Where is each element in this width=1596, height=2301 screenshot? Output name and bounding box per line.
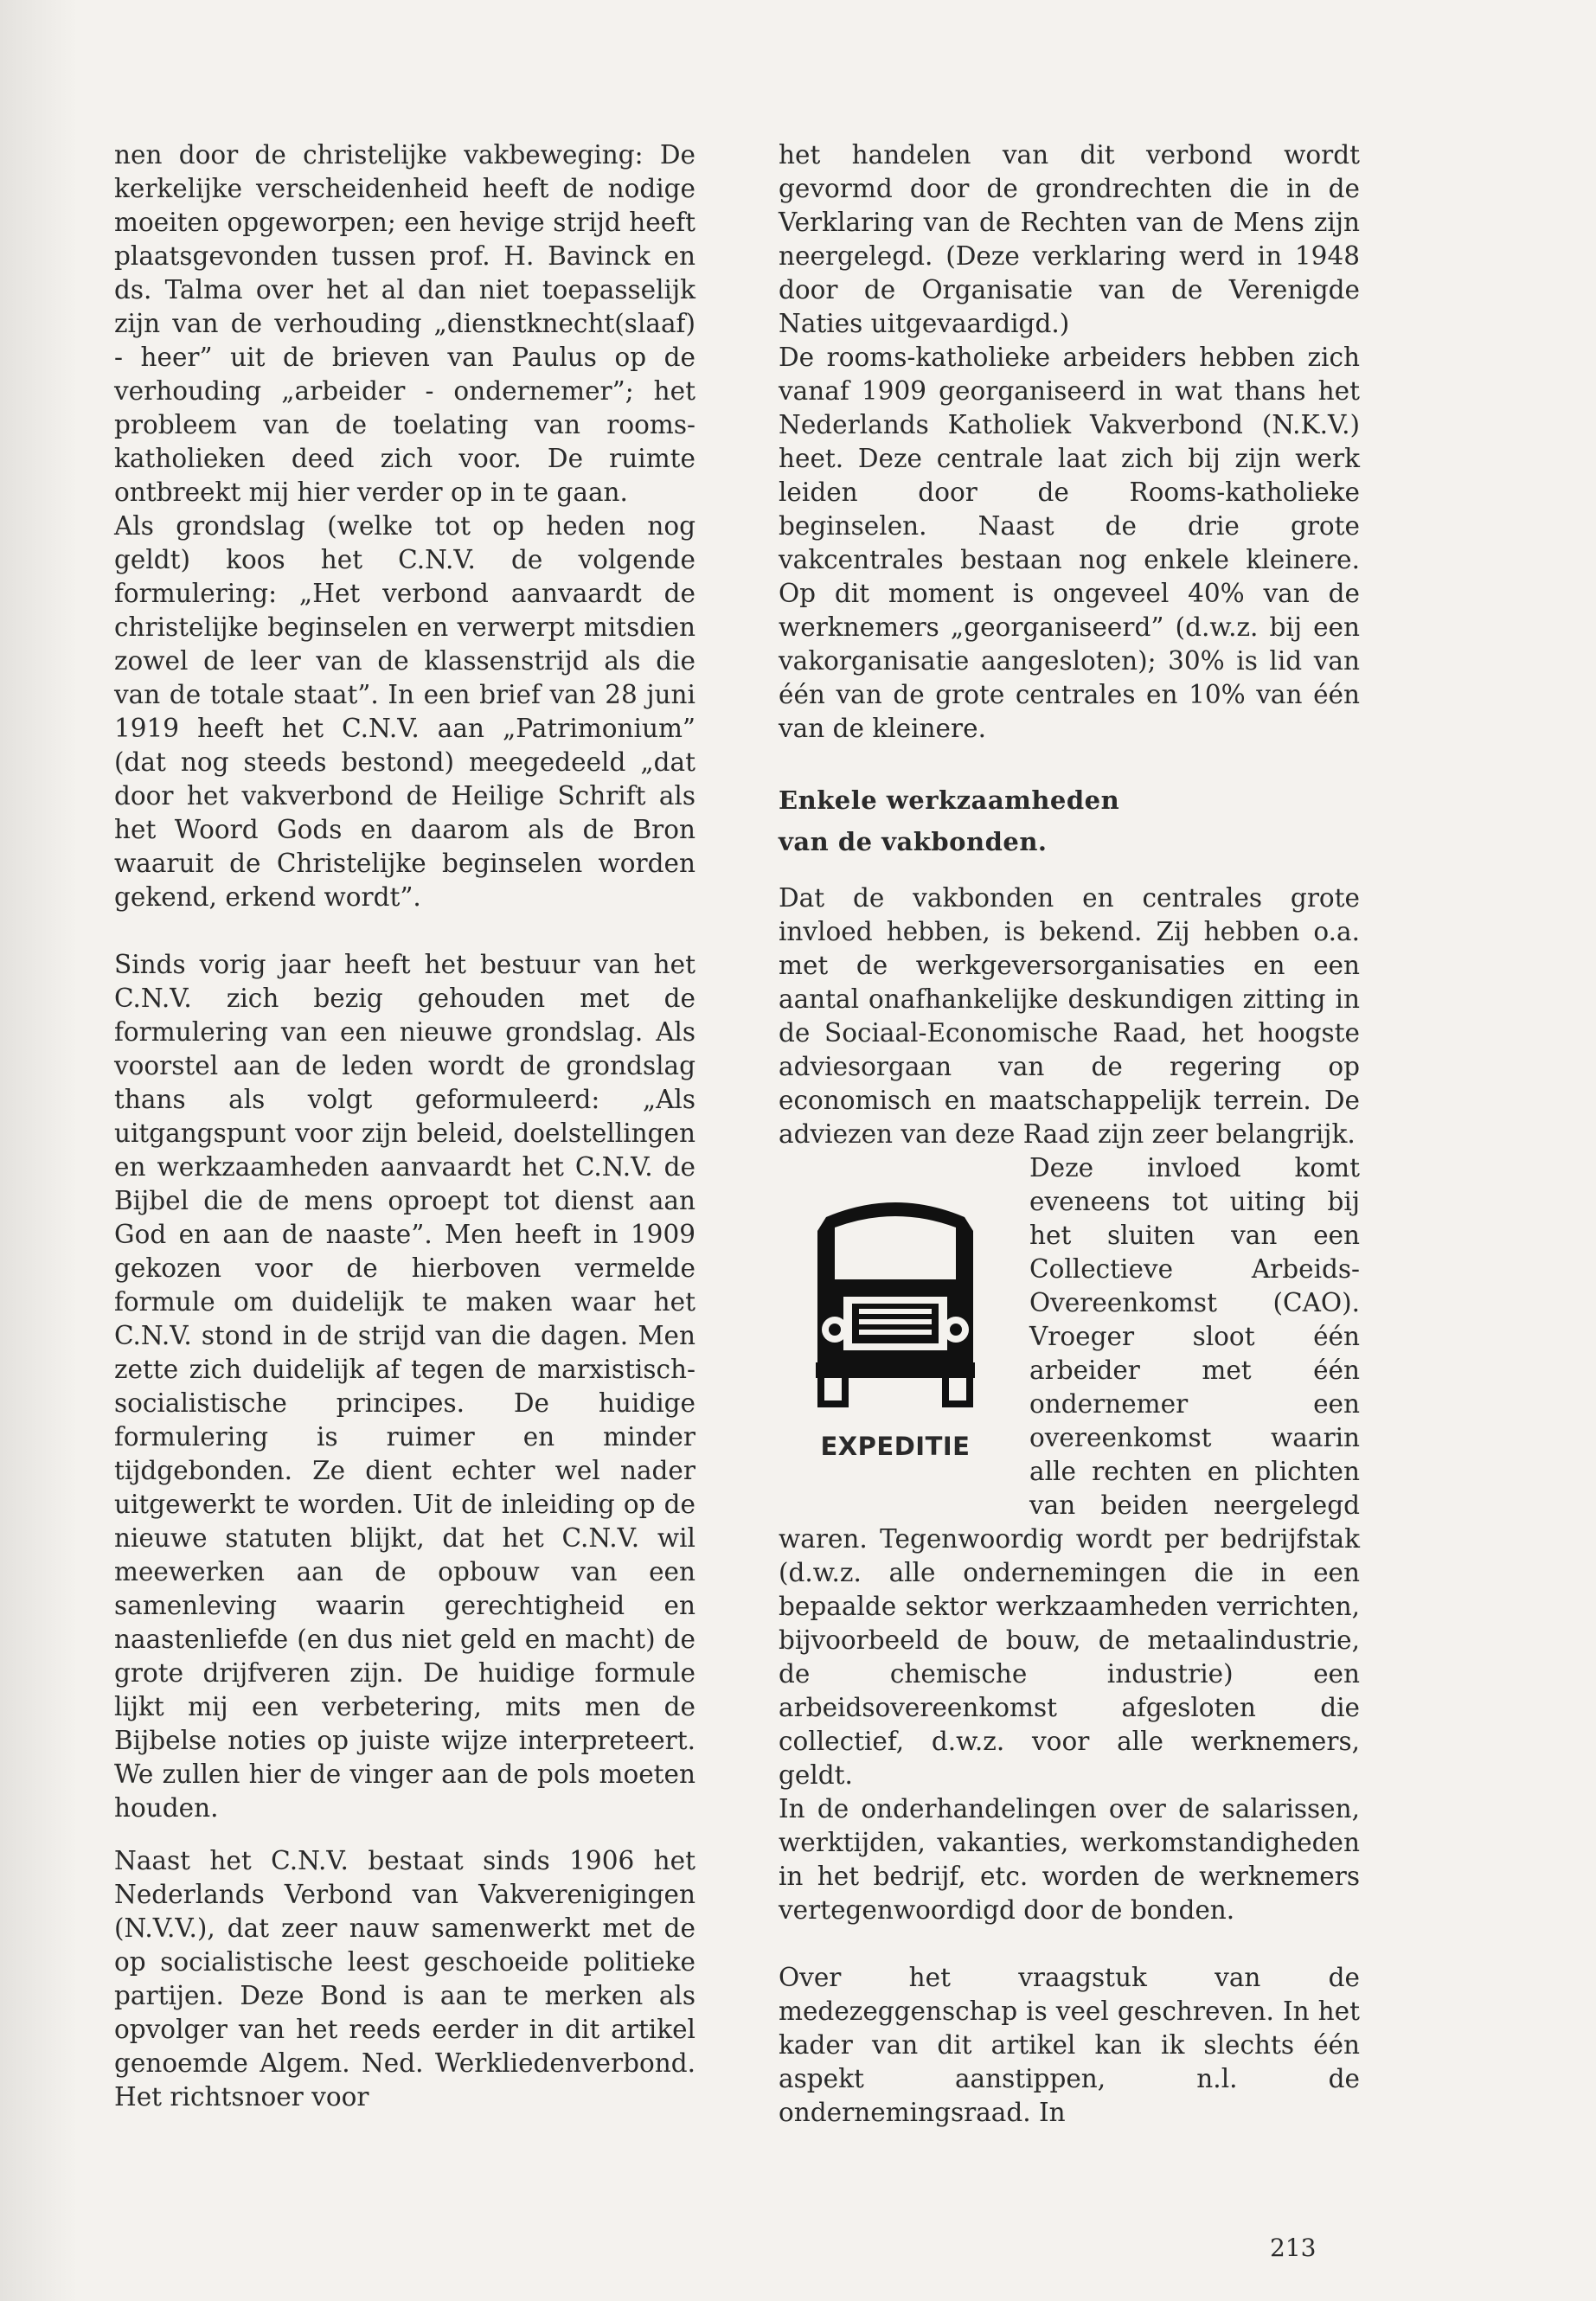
section-heading-line-1: Enkele werkzaamheden bbox=[779, 785, 1120, 815]
left-paragraph-1: nen door de christelijke vakbeweging: De kerkelijke verscheidenheid heeft de nodige moeiten opgeworpen; een hevige strijd heeft plaatsgevonden tussen prof. H. Bavinck en ds. Talma over het al dan niet toepasselijk zijn van de verhouding „dienstknecht(slaaf) - heer” uit de brieven van Paulus op de verhouding „arbeider - ondernemer”; het probleem van de toelating van rooms-katholieken deed zich voor. De ruimte ontbreekt mij hier verder op in te gaan. bbox=[114, 140, 695, 507]
right-paragraph-2: De rooms-katholieke arbeiders hebben zich vanaf 1909 georganiseerd in wat thans het Nederlands Katholiek Vakverbond (N.K.V.) heet. Deze centrale laat zich bij zijn werk leiden door de Rooms-katholieke beginselen. Naast de drie grote vakcentrales bestaan nog enkele kleinere. Op dit moment is ongeveel 40% van de werknemers „georganiseerd” (d.w.z. bij een vakorganisatie aangesloten); 30% is lid van één van de grote centrales en 10% van één van de kleinere. bbox=[779, 343, 1360, 743]
paragraph-with-illustration bbox=[779, 1151, 1360, 1792]
right-paragraph-6: Over het vraagstuk van de medezeggenschap is veel geschreven. In het kader van dit artikel kan ik slechts één aspekt aanstippen, n.l. de ondernemingsraad. In bbox=[779, 1963, 1360, 2127]
illustration-caption: EXPEDITIE bbox=[820, 1432, 971, 1461]
right-paragraph-1: het handelen van dit verbond wordt gevormd door de grondrechten die in de Verklaring van de Rechten van de Mens zijn neergelegd. (Deze verklaring werd in 1948 door de Organisatie van de Verenigde Naties uitgevaardigd.) bbox=[779, 140, 1360, 338]
right-column bbox=[779, 138, 1360, 2130]
section-heading bbox=[779, 779, 1360, 862]
page-number: 213 bbox=[1270, 2234, 1317, 2262]
page-edge-shadow bbox=[0, 0, 78, 2301]
left-paragraph-2: Als grondslag (welke tot op heden nog geldt) koos het C.N.V. de volgende formulering: „Het verbond aanvaardt de christelijke beginselen en verwerpt mitsdien zowel de leer van de klassenstrijd als die van de totale staat”. In een brief van 28 juni 1919 heeft het C.N.V. aan „Patrimonium” (dat nog steeds bestond) meegedeeld „dat door het vakverbond de Heilige Schrift als het Woord Gods en daarom als de Bron waaruit de Christelijke beginselen worden gekend, erkend wordt”. bbox=[114, 511, 695, 912]
truck-front-icon bbox=[809, 1193, 982, 1411]
right-paragraph-4: Deze invloed komt eveneens tot uiting bij het sluiten van een Collectieve Arbeids-Overeenkomst (CAO). Vroeger sloot één arbeider met één ondernemer een overeenkomst waarin alle rechten en plichten van beiden neergelegd waren. Tegenwoordig wordt per bedrijfstak (d.w.z. alle ondernemingen die in een bepaalde sektor werkzaamheden verrichten, bijvoorbeeld de bouw, de metaalindustrie, de chemische industrie) een arbeidsovereenkomst afgesloten die collectief, d.w.z. voor alle werknemers, geldt. bbox=[779, 1153, 1360, 1790]
left-paragraph-4: Naast het C.N.V. bestaat sinds 1906 het Nederlands Verbond van Vakverenigingen (N.V.V.), dat zeer nauw samenwerkt met de op socialistische leest geschoeide politieke partijen. Deze Bond is aan te merken als opvolger van het reeds eerder in dit artikel genoemde Algem. Ned. Werkliedenverbond. Het richtsnoer voor bbox=[114, 1846, 695, 2112]
right-paragraph-5: In de onderhandelingen over de salarissen, werktijden, vakanties, werkomstandigheden in het bedrijf, etc. worden de werknemers vertegenwoordigd door de bonden. bbox=[779, 1794, 1360, 1925]
left-column bbox=[114, 138, 695, 2114]
left-paragraph-3: Sinds vorig jaar heeft het bestuur van het C.N.V. zich bezig gehouden met de formulering van een nieuwe grondslag. Als voorstel aan de leden wordt de grondslag thans als volgt geformuleerd: „Als uitgangspunt voor zijn beleid, doelstellingen en werkzaamheden aanvaardt het C.N.V. de Bijbel die de mens oproept tot dienst aan God en aan de naaste”. Men heeft in 1909 gekozen voor de hierboven vermelde formule om duidelijk te maken waar het C.N.V. stond in de strijd van die dagen. Men zette zich duidelijk af tegen de marxistisch-socialistische principes. De huidige formulering is ruimer en minder tijdgebonden. Ze dient echter wel nader uitgewerkt te worden. Uit de inleiding op de nieuwe statuten blijkt, dat het C.N.V. wil meewerken aan de opbouw van een samenleving waarin gerechtigheid en naastenliefde (en dus niet geld en macht) de grote drijfveren zijn. De huidige formule lijkt mij een verbetering, mits men de Bijbelse noties op juiste wijze interpreteert. We zullen hier de vinger aan de pols moeten houden. bbox=[114, 950, 695, 1823]
section-heading-line-2: van de vakbonden. bbox=[779, 827, 1048, 856]
right-paragraph-3: Dat de vakbonden en centrales grote invloed hebben, is bekend. Zij hebben o.a. met de werkgeversorganisaties en een aantal onafhankelijke deskundigen zitting in de Sociaal-Economische Raad, het hoogste adviesorgaan van de regering op economisch en maatschappelijk terrein. De adviezen van deze Raad zijn zeer belangrijk. bbox=[779, 883, 1360, 1149]
illustration bbox=[770, 1158, 1021, 1515]
